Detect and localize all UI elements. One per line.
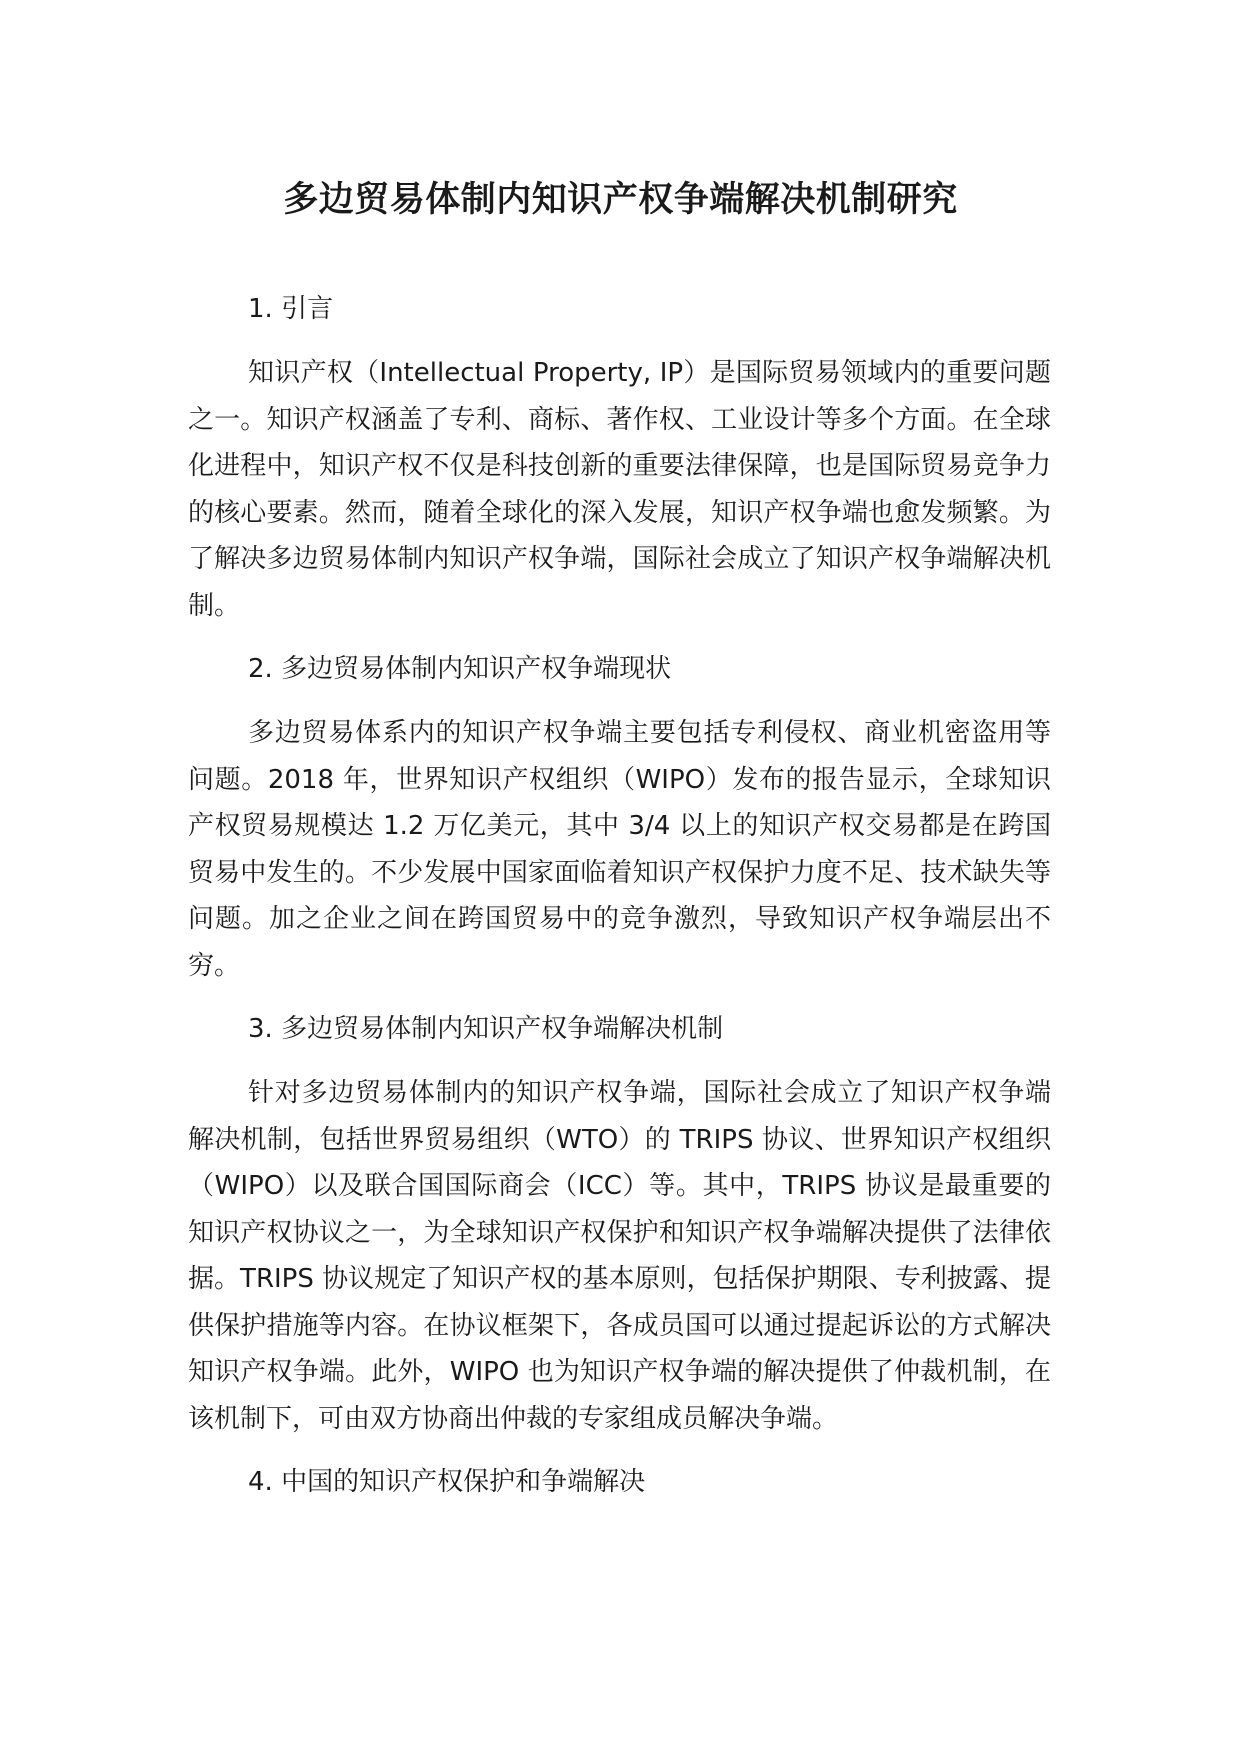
document-title: 多边贸易体制内知识产权争端解决机制研究 <box>283 180 958 220</box>
document-body <box>188 286 1051 1505</box>
section-heading-4: 4. 中国的知识产权保护和争端解决 <box>248 1467 646 1497</box>
section-heading-1: 1. 引言 <box>248 294 334 324</box>
section-heading-3: 3. 多边贸易体制内知识产权争端解决机制 <box>248 1014 724 1044</box>
section-heading-2: 2. 多边贸易体制内知识产权争端现状 <box>248 654 672 684</box>
section-paragraph-2: 多边贸易体系内的知识产权争端主要包括专利侵权、商业机密盗用等问题。2018 年，世界知识产权组织（WIPO）发布的报告显示，全球知识产权贸易规模达 1.2 万亿美元，其中 3/4 以上的知识产权交易都是在跨国贸易中发生的。不少发展中国家面临着知识产权保护力度不足、技术缺失等问题。加之企业之间在跨国贸易中的竞争激烈，导致知识产权争端层出不穷。 <box>188 718 1051 981</box>
section-paragraph-3: 针对多边贸易体制内的知识产权争端，国际社会成立了知识产权争端解决机制，包括世界贸易组织（WTO）的 TRIPS 协议、世界知识产权组织（WIPO）以及联合国国际商会（ICC）等。其中，TRIPS 协议是最重要的知识产权协议之一，为全球知识产权保护和知识产权争端解决提供了法律依据。TRIPS 协议规定了知识产权的基本原则，包括保护期限、专利披露、提供保护措施等内容。在协议框架下，各成员国可以通过提起诉讼的方式解决知识产权争端。此外，WIPO 也为知识产权争端的解决提供了仲裁机制，在该机制下，可由双方协商出仲裁的专家组成员解决争端。 <box>188 1078 1051 1434</box>
section-paragraph-1: 知识产权（Intellectual Property, IP）是国际贸易领域内的重要问题之一。知识产权涵盖了专利、商标、著作权、工业设计等多个方面。在全球化进程中，知识产权不仅是科技创新的重要法律保障，也是国际贸易竞争力的核心要素。然而，随着全球化的深入发展，知识产权争端也愈发频繁。为了解决多边贸易体制内知识产权争端，国际社会成立了知识产权争端解决机制。 <box>188 358 1051 621</box>
